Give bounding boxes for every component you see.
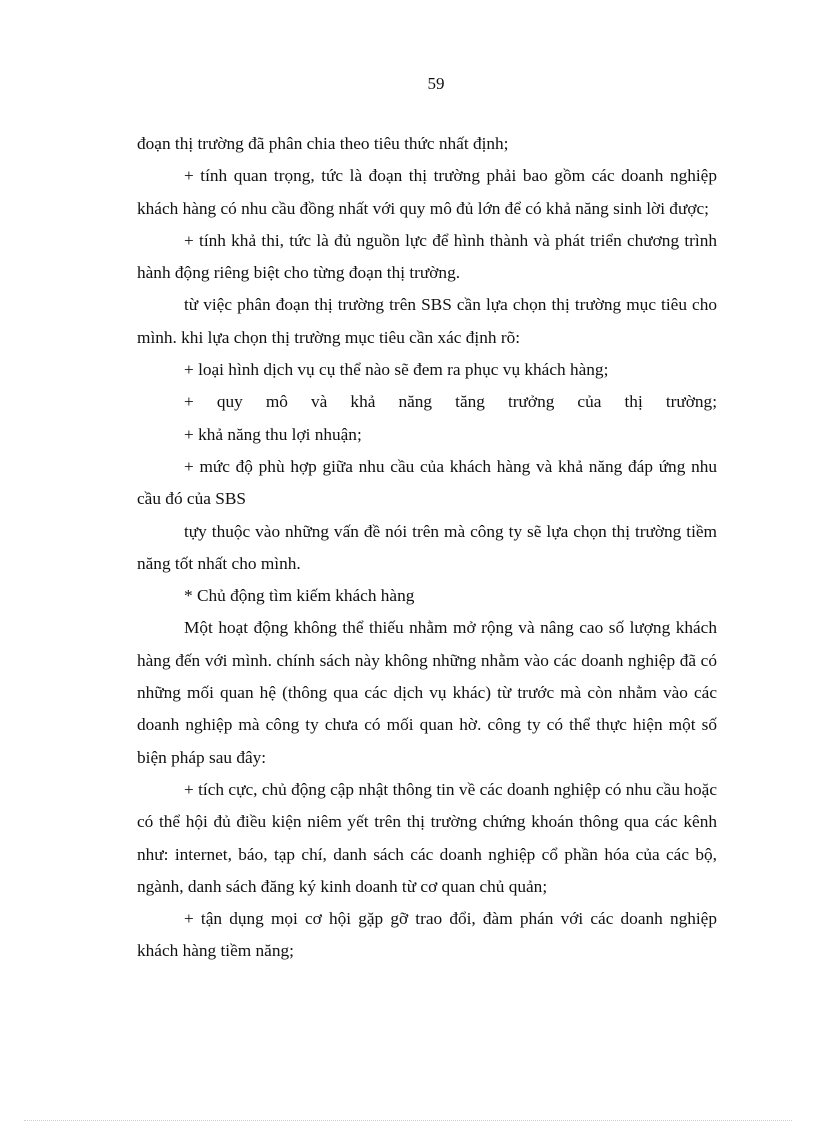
paragraph-importance-criterion: + tính quan trọng, tức là đoạn thị trường phải bao gồm các doanh nghiệp khách hàng có nhu cầu đồng nhất với quy mô đủ lớn để có khả năng sinh lời được;: [137, 166, 717, 218]
paragraph-information-update: + tích cực, chủ động cập nhật thông tin về các doanh nghiệp có nhu cầu hoặc có thể hội đủ điều kiện niêm yết trên thị trường chứng khoán thông qua các kênh như: internet, báo, tạp chí, danh sách các doanh nghiệp cổ phần hóa của các bộ, ngành, danh sách đăng ký kinh doanh từ cơ quan chủ quản;: [137, 779, 717, 896]
section-heading-find-customers: * Chủ động tìm kiếm khách hàng: [184, 586, 415, 606]
paragraph-fit-degree: + mức độ phù hợp giữa nhu cầu của khách hàng và khả năng đáp ứng nhu cầu đó của SBS: [137, 456, 717, 509]
page-number: 59: [427, 74, 445, 93]
paragraph-feasibility-criterion: + tính khả thi, tức là đủ nguồn lực để hình thành và phát triển chương trình hành động riêng biệt cho từng đoạn thị trường.: [137, 230, 717, 283]
paragraph-meeting-opportunities: + tận dụng mọi cơ hội gặp gỡ trao đổi, đàm phán với các doanh nghiệp khách hàng tiềm năng;: [137, 909, 717, 961]
paragraph-target-market-selection: từ việc phân đoạn thị trường trên SBS cần lựa chọn thị trường mục tiêu cho mình. khi lựa chọn thị trường mục tiêu cần xác định rõ:: [137, 295, 717, 347]
paragraph-service-type: + loại hình dịch vụ cụ thể nào sẽ đem ra phục vụ khách hàng;: [184, 360, 609, 380]
page-bottom-border: [24, 1120, 792, 1121]
paragraph-market-scale: + quy mô và khả năng tăng trưởng của thị trường;: [184, 392, 717, 412]
paragraph-customer-outreach: Một hoạt động không thể thiếu nhằm mở rộng và nâng cao số lượng khách hàng đến với mình. chính sách này không những nhằm vào các doanh nghiệp đã có những mối quan hệ (thông qua các dịch vụ khác) từ trước mà còn nhằm vào các doanh nghiệp mà công ty chưa có mối quan hờ. công ty có thể thực hiện một số biện pháp sau đây:: [137, 618, 717, 767]
paragraph-selection-conclusion: tựy thuộc vào những vấn đề nói trên mà công ty sẽ lựa chọn thị trường tiềm năng tốt nhất cho mình.: [137, 521, 717, 573]
paragraph-profitability: + khả năng thu lợi nhuận;: [184, 424, 362, 444]
document-body: [137, 128, 717, 968]
paragraph-continuation: đoạn thị trường đã phân chia theo tiêu thức nhất định;: [137, 134, 509, 153]
